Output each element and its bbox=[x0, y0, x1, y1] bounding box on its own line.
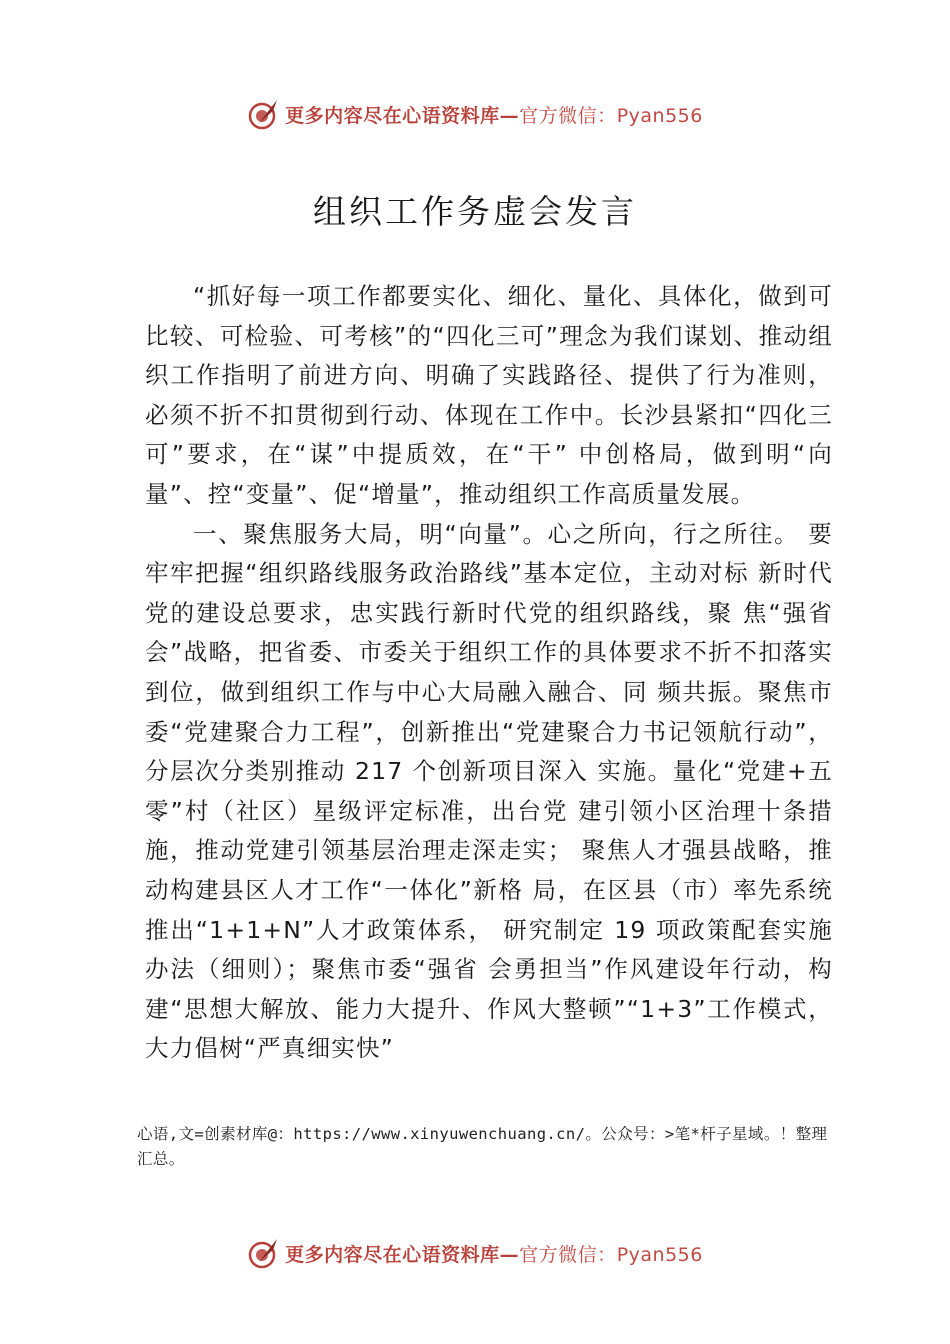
quill-seal-icon bbox=[247, 1236, 281, 1270]
banner-text: 更多内容尽在心语资料库—官方微信：Pyan556 bbox=[285, 104, 703, 127]
document-body bbox=[145, 277, 833, 1069]
footer-banner bbox=[0, 1233, 950, 1273]
page-title: 组织工作务虚会发言 bbox=[313, 192, 637, 231]
footnote: 心语,文=创素材库@：https://www.xinyuwenchuang.cn/。公众号：>笔*杆子星域。！整理汇总。 bbox=[137, 1125, 828, 1168]
banner-text: 更多内容尽在心语资料库—官方微信：Pyan556 bbox=[285, 1243, 703, 1266]
paragraph: “抓好每一项工作都要实化、细化、量化、具体化，做到可比较、可检验、可考核”的“四化三可”理念为我们谋划、推动组织工作指明了前进方向、明确了实践路径、提供了行为准则，必须不折不扣贯彻到行动、体现在工作中。长沙县紧扣“四化三可”要求，在“谋”中提质效，在“干” 中创格局，做到明“向量”、控“变量”、促“增量”，推动组织工作高质量发展。 bbox=[145, 282, 833, 508]
quill-seal-icon bbox=[247, 97, 281, 131]
header-banner bbox=[0, 94, 950, 134]
paragraph: 一、聚焦服务大局，明“向量”。心之所向，行之所往。 要牢牢把握“组织路线服务政治路线”基本定位，主动对标 新时代党的建设总要求，忠实践行新时代党的组织路线，聚 焦“强省会”战略，把省委、市委关于组织工作的具体要求不折不扣落实到位，做到组织工作与中心大局融入融合、同 频共振。聚焦市委“党建聚合力工程”，创新推出“党建聚合力书记领航行动”，分层次分类别推动 217 个创新项目深入 实施。量化“党建+五零”村（社区）星级评定标准，出台党 建引领小区治理十条措施，推动党建引领基层治理走深走实； 聚焦人才强县战略，推动构建县区人才工作“一体化”新格 局，在区县（市）率先系统推出“1+1+N”人才政策体系， 研究制定 19 项政策配套实施办法（细则）；聚焦市委“强省 会勇担当”作风建设年行动，构建“思想大解放、能力大提升、作风大整顿”“1+3”工作模式，大力倡树“严真细实快” bbox=[145, 519, 833, 1063]
